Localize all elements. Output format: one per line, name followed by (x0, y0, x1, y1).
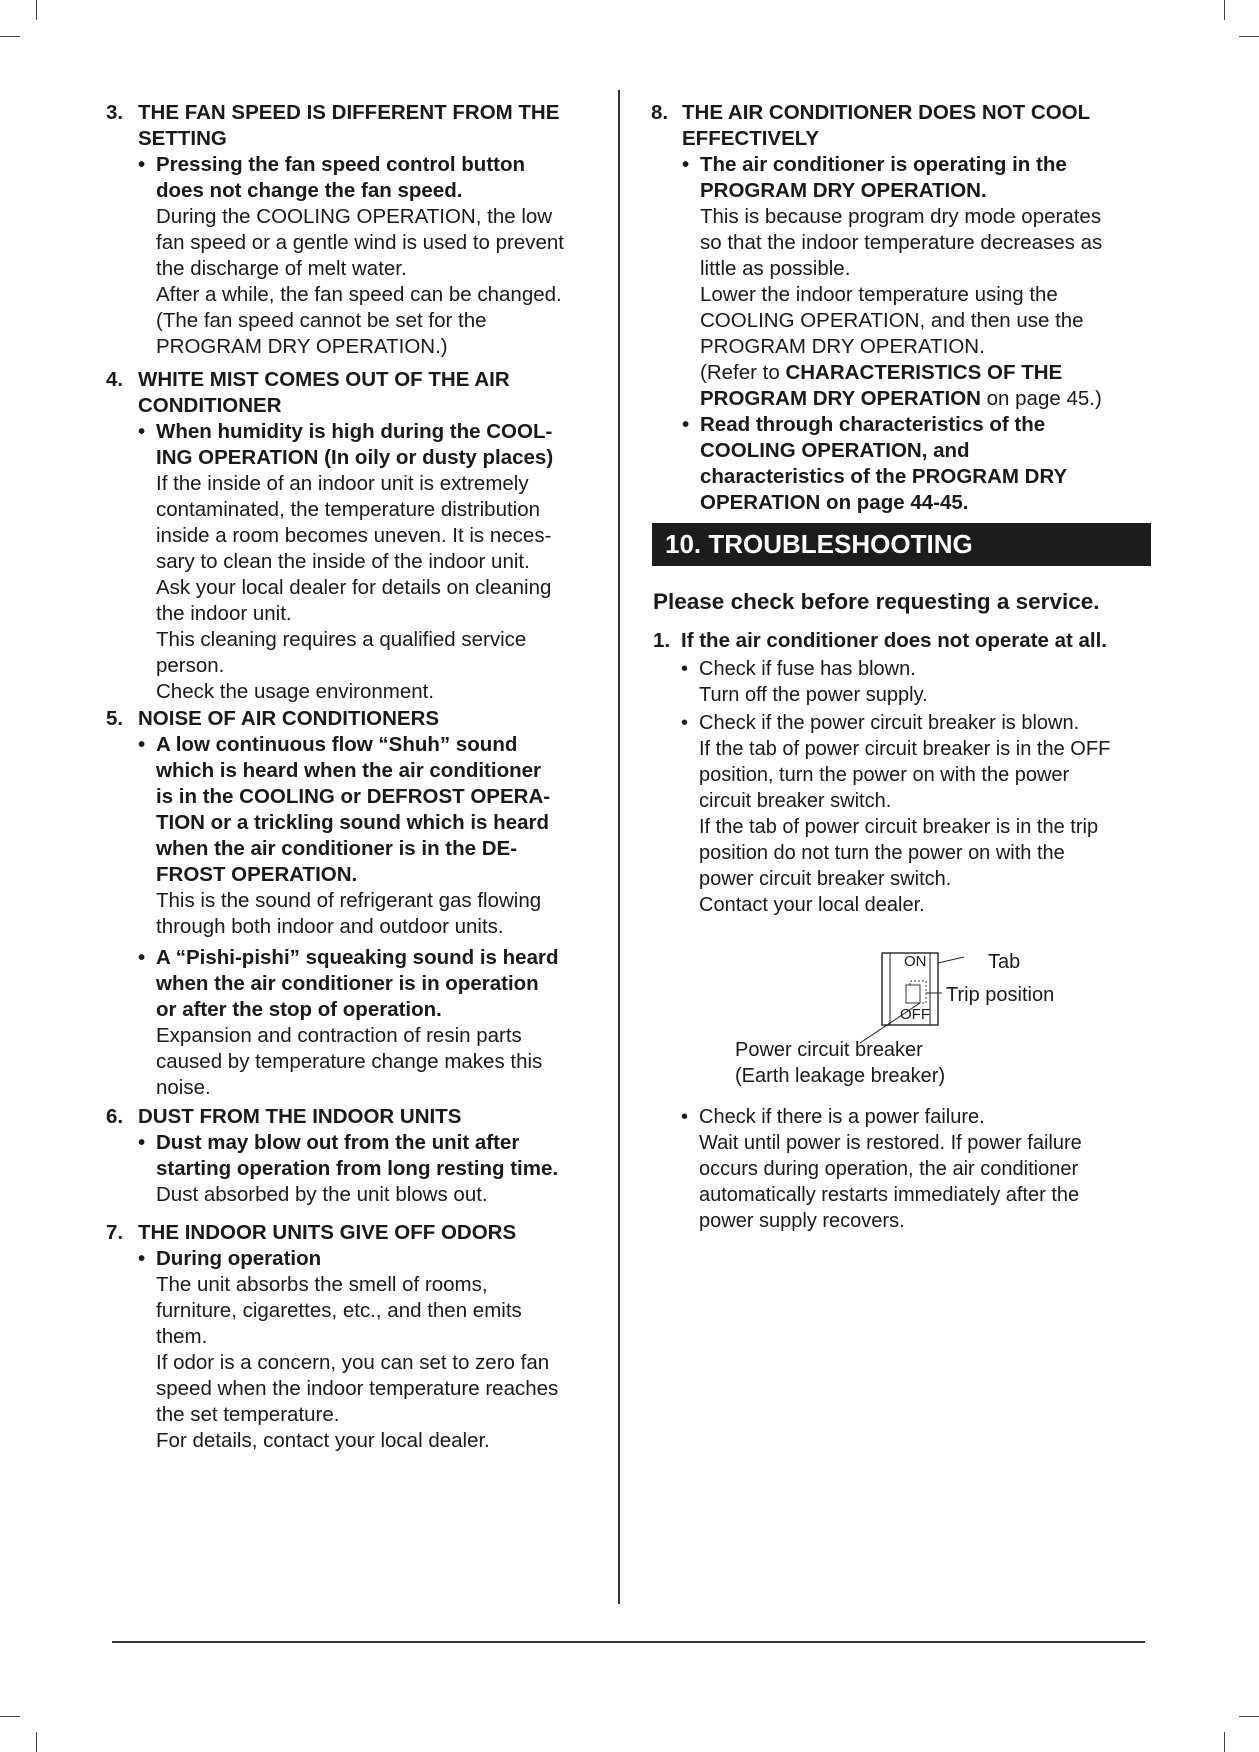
bullet: • (138, 946, 146, 969)
item-body-line: the indoor unit. (156, 602, 292, 625)
item-body-line: If odor is a concern, you can set to zero fan (156, 1351, 550, 1374)
section-title (138, 706, 606, 732)
item-body-line: the discharge of melt water. (156, 257, 407, 280)
section-5 (106, 706, 606, 1101)
crop-mark (1224, 0, 1225, 20)
section-4 (106, 367, 606, 705)
item-title-line: when the air conditioner is in operation (156, 972, 539, 995)
check-line: Check if fuse has blown. (699, 658, 916, 680)
item-body-line: speed when the indoor temperature reaches (156, 1377, 559, 1400)
item-body-line: After a while, the fan speed can be changed. (156, 283, 562, 306)
title-line: NOISE OF AIR CONDITIONERS (138, 707, 440, 730)
bullet-item (138, 945, 606, 1101)
item-title-line: PROGRAM DRY OPERATION. (700, 179, 987, 202)
item-body-line: person. (156, 654, 225, 677)
check-line: If the tab of power circuit breaker is in the trip (699, 816, 1099, 838)
item-body-line: through both indoor and outdoor units. (156, 915, 504, 938)
item-body-line: noise. (156, 1076, 211, 1099)
item-body-line: COOLING OPERATION, and then use the (700, 309, 1084, 332)
item-title-line: Pressing the fan speed control button (156, 153, 526, 176)
item-title-line: Dust may blow out from the unit after (156, 1131, 520, 1154)
item-title-line: During operation (156, 1247, 322, 1270)
check-line: Turn off the power supply. (699, 684, 928, 706)
section-3 (106, 100, 606, 360)
check-line: power supply recovers. (699, 1210, 905, 1232)
section-6 (106, 1104, 606, 1208)
bullet: • (681, 1106, 689, 1128)
crop-mark (1239, 1716, 1259, 1717)
check-item (681, 710, 1153, 918)
item-body-line: caused by temperature change makes this (156, 1050, 543, 1073)
item-title-line: does not change the fan speed. (156, 179, 463, 202)
section-7 (106, 1220, 606, 1454)
section-number: 4. (106, 368, 124, 391)
item-title-line: The air conditioner is operating in the (700, 153, 1067, 176)
check-line: circuit breaker switch. (699, 790, 892, 812)
item-body-line: them. (156, 1325, 208, 1348)
title-line: THE INDOOR UNITS GIVE OFF ODORS (138, 1221, 517, 1244)
reference-suffix: on page 45.) (980, 387, 1102, 410)
crop-mark (0, 1716, 20, 1717)
item-body-line: so that the indoor temperature decreases as (700, 231, 1103, 254)
title-line: DUST FROM THE INDOOR UNITS (138, 1105, 462, 1128)
item-title-line: characteristics of the PROGRAM DRY (700, 465, 1068, 488)
breaker-caption: (Earth leakage breaker) (735, 1065, 946, 1087)
bullet: • (138, 1247, 146, 1270)
column-divider (618, 90, 620, 1604)
title-line: THE FAN SPEED IS DIFFERENT FROM THE (138, 101, 560, 124)
section-heading (106, 367, 606, 419)
item-body-line: Lower the indoor temperature using the (700, 283, 1058, 306)
check-item (681, 1104, 1153, 1234)
check-line: Check if there is a power failure. (699, 1106, 985, 1128)
crop-mark (0, 36, 20, 37)
item-title-line: Read through characteristics of the (700, 413, 1046, 436)
bullet: • (138, 733, 146, 756)
check-line: power circuit breaker switch. (699, 868, 952, 890)
bullet: • (681, 658, 689, 680)
title-line: EFFECTIVELY (682, 127, 820, 150)
section-title (138, 100, 606, 152)
item-title-line: FROST OPERATION. (156, 863, 358, 886)
crop-mark (36, 1732, 37, 1752)
item-body-line: If the inside of an indoor unit is extremely (156, 472, 529, 495)
item-title-line: starting operation from long resting time. (156, 1157, 559, 1180)
check-line: Contact your local dealer. (699, 894, 925, 916)
item-body-line: This is because program dry mode operates (700, 205, 1102, 228)
section-heading (653, 628, 1153, 654)
check-line: position, turn the power on with the power (699, 764, 1070, 786)
item-title-line: ING OPERATION (In oily or dusty places) (156, 446, 554, 469)
bullet-item (138, 732, 606, 940)
bullet: • (138, 153, 146, 176)
check-item (681, 656, 1153, 708)
item-title-line: or after the stop of operation. (156, 998, 442, 1021)
bullet-item (682, 152, 1151, 412)
item-body-line: contaminated, the temperature distribution (156, 498, 541, 521)
title-line: CONDITIONER (138, 394, 282, 417)
section-number: 7. (106, 1221, 124, 1244)
reference-line (700, 360, 1151, 386)
section-heading (651, 100, 1151, 152)
check-line: position do not turn the power on with the (699, 842, 1065, 864)
item-title-line: when the air conditioner is in the DE- (156, 837, 518, 860)
section-number: 5. (106, 707, 124, 730)
item-body-line: sary to clean the inside of the indoor unit. (156, 550, 530, 573)
item-title-line: OPERATION on page 44-45. (700, 491, 969, 514)
item-title-line: which is heard when the air conditioner (156, 759, 542, 782)
item-body-line: fan speed or a gentle wind is used to prevent (156, 231, 564, 254)
item-body-line: The unit absorbs the smell of rooms, (156, 1273, 488, 1296)
bullet-item (138, 152, 606, 360)
breaker-caption: Power circuit breaker (735, 1039, 923, 1061)
section-number: 3. (106, 101, 124, 124)
troubleshooting-section-1 (653, 628, 1153, 1234)
item-title-line: is in the COOLING or DEFROST OPERA- (156, 785, 551, 808)
check-line: occurs during operation, the air conditioner (699, 1158, 1079, 1180)
item-title-line: A low continuous flow “Shuh” sound (156, 733, 518, 756)
section-heading (106, 1220, 606, 1246)
circuit-breaker-diagram (720, 945, 1080, 1095)
item-body-line: Check the usage environment. (156, 680, 435, 703)
on-label: ON (904, 953, 927, 970)
item-body-line: furniture, cigarettes, etc., and then emits (156, 1299, 522, 1322)
title-line: THE AIR CONDITIONER DOES NOT COOL (682, 101, 1091, 124)
check-line: If the tab of power circuit breaker is in the OFF (699, 738, 1111, 760)
item-title-line: TION or a trickling sound which is heard (156, 811, 549, 834)
section-heading (106, 706, 606, 732)
section-title (138, 1220, 606, 1246)
section-number: 6. (106, 1105, 124, 1128)
troubleshooting-subtitle: Please check before requesting a service. (653, 589, 1100, 614)
item-body-line: little as possible. (700, 257, 851, 280)
tab-label: Tab (988, 951, 1021, 973)
check-line: Check if the power circuit breaker is blown. (699, 712, 1080, 734)
item-body-line: During the COOLING OPERATION, the low (156, 205, 553, 228)
section-number: 1. (653, 629, 671, 652)
item-body-line: PROGRAM DRY OPERATION.) (156, 335, 448, 358)
item-title-line: COOLING OPERATION, and (700, 439, 970, 462)
section-title (682, 100, 1151, 152)
bullet: • (682, 413, 690, 436)
item-body-line: PROGRAM DRY OPERATION. (700, 335, 985, 358)
item-body-line: This is the sound of refrigerant gas flowing (156, 889, 542, 912)
section-title: If the air conditioner does not operate at all. (681, 629, 1108, 652)
title-line: SETTING (138, 127, 227, 150)
item-body-line: (The fan speed cannot be set for the (156, 309, 487, 332)
check-line: Wait until power is restored. If power failure (699, 1132, 1082, 1154)
section-number: 8. (651, 101, 669, 124)
reference-line (700, 386, 1151, 412)
item-body-line: This cleaning requires a qualified service (156, 628, 527, 651)
item-body-line: Dust absorbed by the unit blows out. (156, 1183, 488, 1206)
item-body-line: inside a room becomes uneven. It is neces- (156, 524, 552, 547)
bullet-item (138, 419, 606, 705)
bullet-item (138, 1246, 606, 1454)
bullet: • (138, 420, 146, 443)
troubleshooting-banner: 10. TROUBLESHOOTING (652, 523, 1151, 566)
section-title (138, 367, 606, 419)
crop-mark (1239, 36, 1259, 37)
item-body-line: Expansion and contraction of resin parts (156, 1024, 522, 1047)
title-line: WHITE MIST COMES OUT OF THE AIR (138, 368, 510, 391)
item-body-line: Ask your local dealer for details on cleaning (156, 576, 552, 599)
reference-bold: PROGRAM DRY OPERATION (700, 387, 981, 410)
check-line: automatically restarts immediately after the (699, 1184, 1080, 1206)
bullet: • (681, 712, 689, 734)
reference-prefix: (Refer to (700, 361, 786, 384)
trip-position-label: Trip position (946, 984, 1055, 1006)
section-heading (106, 100, 606, 152)
crop-mark (36, 0, 37, 20)
item-title-line: A “Pishi-pishi” squeaking sound is heard (156, 946, 559, 969)
section-heading (106, 1104, 606, 1130)
section-8 (651, 100, 1151, 516)
item-body-line: the set temperature. (156, 1403, 340, 1426)
section-title (138, 1104, 606, 1130)
item-body-line: For details, contact your local dealer. (156, 1429, 490, 1452)
off-label: OFF (900, 1006, 930, 1023)
bullet-item (682, 412, 1151, 516)
bullet-item (138, 1130, 606, 1208)
footer-rule (112, 1641, 1145, 1643)
bullet: • (682, 153, 690, 176)
item-title-line: When humidity is high during the COOL- (156, 420, 553, 443)
crop-mark (1224, 1732, 1225, 1752)
reference-bold: CHARACTERISTICS OF THE (785, 361, 1063, 384)
bullet: • (138, 1131, 146, 1154)
